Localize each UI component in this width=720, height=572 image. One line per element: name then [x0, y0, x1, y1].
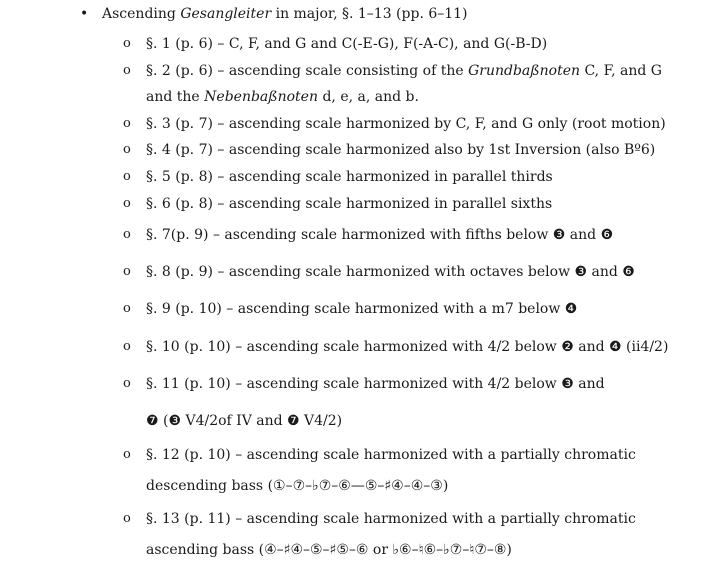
sub-bullet: o — [123, 339, 131, 354]
list-item-text: §. 8 (p. 9) – ascending scale harmonized with octaves below ❸ and ❻ — [146, 264, 635, 280]
list-item-text-continued: descending bass (①–⑦–♭⑦–⑥—⑤–♯④–④–③) — [146, 478, 449, 494]
text-segment: d, e, a, and b. — [318, 89, 419, 105]
text-segment: C, F, and G — [580, 63, 662, 79]
list-item-text: §. 3 (p. 7) – ascending scale harmonized by C, F, and G only (root motion) — [146, 116, 666, 132]
italic-term: Grundbaßnoten — [468, 63, 580, 79]
sub-bullet: o — [123, 142, 131, 157]
sub-bullet: o — [123, 376, 131, 391]
sub-bullet: o — [123, 116, 131, 131]
sub-bullet: o — [123, 447, 131, 462]
list-item-text: §. 12 (p. 10) – ascending scale harmonized with a partially chromatic — [146, 447, 636, 463]
list-item-text: §. 5 (p. 8) – ascending scale harmonized in parallel thirds — [146, 169, 553, 185]
list-item-text: §. 9 (p. 10) – ascending scale harmonized with a m7 below ❹ — [146, 301, 578, 317]
sub-bullet: o — [123, 63, 131, 78]
sub-bullet: o — [123, 196, 131, 211]
italic-term: Nebenbaßnoten — [204, 89, 318, 105]
sub-bullet: o — [123, 36, 131, 51]
list-item-text: §. 11 (p. 10) – ascending scale harmonized with 4/2 below ❸ and — [146, 376, 605, 392]
list-item-text: §. 6 (p. 8) – ascending scale harmonized in parallel sixths — [146, 196, 553, 212]
list-item-text-continued: ascending bass (④–♯④–⑤–♯⑤–⑥ or ♭⑥–♮⑥–♭⑦–♮⑦–⑧) — [146, 542, 512, 558]
text-segment: and the — [146, 89, 205, 105]
list-item-text: §. 10 (p. 10) – ascending scale harmonized with 4/2 below ❷ and ❹ (ii4/2) — [146, 339, 669, 355]
sub-bullet: o — [123, 227, 131, 242]
text-segment: §. 2 (p. 6) – ascending scale consisting of the — [146, 63, 469, 79]
top-item-italic: Gesangleiter — [180, 6, 272, 22]
sub-bullet: o — [123, 264, 131, 279]
top-item-prefix: Ascending — [102, 6, 181, 22]
list-item-text: §. 13 (p. 11) – ascending scale harmonized with a partially chromatic — [146, 511, 636, 527]
list-item-text: §. 7(p. 9) – ascending scale harmonized with fifths below ❸ and ❻ — [146, 227, 614, 243]
list-item-text-continued — [146, 89, 419, 105]
list-item-text: §. 1 (p. 6) – C, F, and G and C(-E-G), F(-A-C), and G(-B-D) — [146, 36, 548, 52]
sub-bullet: o — [123, 511, 131, 526]
list-item-text — [146, 63, 662, 79]
sub-bullet: o — [123, 169, 131, 184]
top-bullet: • — [80, 6, 89, 22]
list-item-text-continued: ❼ (❸ V4/2of IV and ❼ V4/2) — [146, 413, 343, 429]
list-item-text: §. 4 (p. 7) – ascending scale harmonized also by 1st Inversion (also Bº6) — [146, 142, 656, 158]
top-item-heading — [102, 6, 468, 22]
top-item-suffix: in major, §. 1–13 (pp. 6–11) — [271, 6, 468, 22]
sub-bullet: o — [123, 301, 131, 316]
